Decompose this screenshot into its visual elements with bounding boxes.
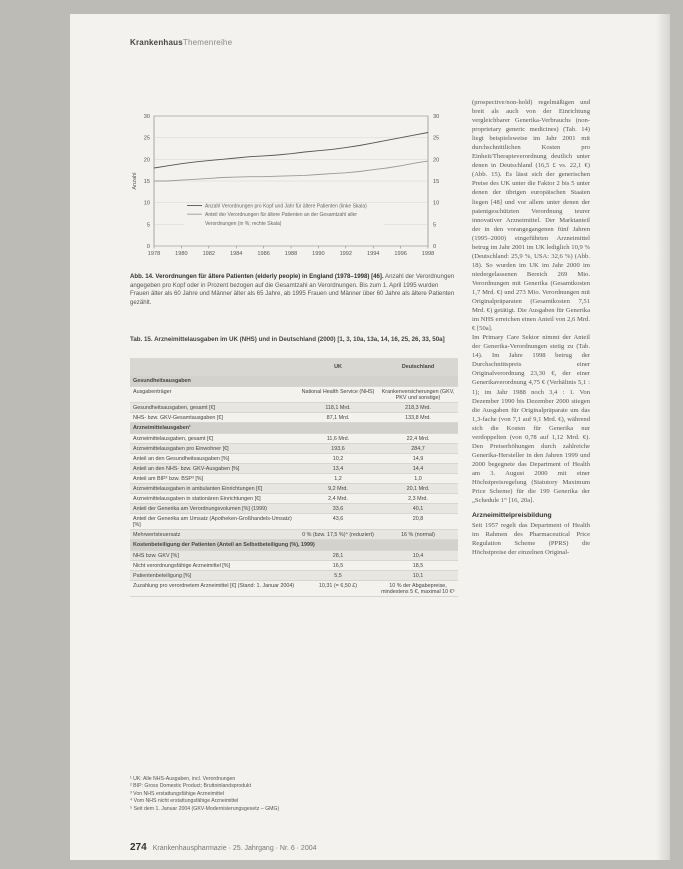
table-cell-de: 40,1	[412, 505, 424, 512]
table-row	[130, 530, 458, 540]
table-row	[130, 504, 458, 514]
journal-line: Krankenhauspharmazie · 25. Jahrgang · Nr. 6 · 2004	[152, 845, 317, 852]
y-tick-label-left: 20	[143, 157, 150, 164]
table-cell-uk: 11,6 Mrd.	[326, 435, 350, 442]
table-cell-de: 16 % (normal)	[401, 531, 435, 538]
table-cell-de: 22,4 Mrd.	[406, 435, 430, 442]
x-tick-label: 1994	[366, 251, 380, 257]
table-row	[130, 551, 458, 561]
table-header-empty	[130, 366, 298, 369]
footnote: ² BIP: Gross Domestic Product; Bruttoinlandsprodukt	[130, 783, 252, 790]
table-cell-uk: 1,2	[334, 475, 342, 482]
table-row	[130, 474, 458, 484]
y-tick-label-left: 5	[146, 222, 150, 229]
table-cell-label: Zuzahlung pro verordnetem Arzneimittel [€] (Stand: 1. Januar 2004)	[133, 582, 295, 589]
page-header	[130, 38, 232, 47]
header-section: Krankenhaus	[130, 38, 183, 47]
table-cell-label: Anteil an den NHS- bzw. GKV-Ausgaben [%]	[133, 465, 240, 472]
section-heading: Arzneimittelpreisbildung	[472, 512, 552, 520]
table-cell-label: Anteil an den Gesundheitsausgaben [%]	[133, 455, 230, 462]
table-header-de: Deutschland	[401, 364, 435, 370]
x-tick-label: 1982	[202, 251, 216, 257]
table-section-label: Gesundheitsausgaben	[133, 378, 191, 384]
x-tick-label: 1986	[257, 251, 270, 257]
footnote: ³ Von NHS erstattungsfähige Arzneimittel	[130, 790, 224, 797]
y-tick-label-right: 0	[433, 244, 437, 250]
table-cell-uk: 43,6	[332, 515, 344, 522]
table-cell-uk: 87,1 Mrd.	[326, 414, 350, 421]
table-caption: Tab. 15. Arzneimittelausgaben im UK (NHS) und in Deutschland (2000) [1, 3, 10a, 13a, 14, 16, 25, 26, 33, 50a]	[130, 336, 445, 343]
y-tick-label-left: 25	[143, 135, 150, 142]
table-header-row	[130, 358, 458, 376]
body-paragraph: Im Primary Care Sektor nimmt der Anteil der Generika-Verordnungen stetig zu (Tab. 14). Im Jahre 1998 betrug der Durchschnittspreis einer Originalverordnung 23,30 €, der einer Generikaverordnung 4,75 € (Verhältnis 5,1 : 1); im Jahr 1988 noch 3,4 : 1. Von Dezember 1990 bis Dezember 2000 stiegen die Ausgaben für Originalpräparate um das 1,3-fache (von 7,1 auf 9,1 Mrd. €), während sich die Kosten für Generika nur verdoppelten (von 0,78 auf 1,12 Mrd. €). Den Preiserhöhungen durch zahlreiche Generika-Hersteller in den Jahren 1999 und 2000 begegnete das Department of Health am 3. August 2000 mit einer Höchstpreisregelung (Statutory Maximum Price Scheme) für die 199 Generika der „Schedule 1“ [16, 20a].	[472, 334, 590, 505]
table-cell-label: Arzneimittelausgaben, gesamt [€]	[133, 435, 214, 442]
table-cell-label: NHS- bzw. GKV-Gesamtausgaben [€]	[133, 414, 223, 421]
legend-label: Anzahl Verordnungen pro Kopf und Jahr für ältere Patienten (linke Skala)	[205, 203, 367, 210]
table-cell-label: Patientenbeteiligung [%]	[133, 572, 192, 579]
table-section-row	[130, 423, 458, 434]
x-tick-label: 1992	[339, 251, 353, 257]
table-header-uk: UK	[334, 364, 342, 370]
table-cell-uk: 2,4 Mrd.	[328, 495, 348, 502]
x-tick-label: 1978	[147, 251, 161, 257]
table-cell-label: Arzneimittelausgaben pro Einwohner [€]	[133, 445, 229, 452]
table-cell-label: Gesundheitsausgaben, gesamt [€]	[133, 404, 216, 411]
body-paragraph: Seit 1957 regelt das Department of Health im Rahmen des Pharmaceutical Price Regulation Scheme (PPRS) die Höchstpreise der einzelnen Original-	[472, 522, 590, 557]
table-cell-uk: 9,2 Mrd.	[328, 485, 348, 492]
table-cell-label: Anteil am BIP² bzw. BSP³ [%]	[133, 475, 204, 482]
table-row	[130, 561, 458, 571]
y-axis-label: Anzahl	[132, 172, 138, 190]
table-row	[130, 454, 458, 464]
table-cell-label: Nicht verordnungsfähige Arzneimittel [%]	[133, 562, 231, 569]
x-tick-label: 1984	[229, 251, 243, 257]
y-tick-label-right: 20	[433, 157, 440, 164]
x-tick-label: 1988	[284, 251, 298, 257]
table-row	[130, 494, 458, 504]
y-tick-label-left: 30	[143, 114, 150, 120]
table-cell-uk: National Health Service (NHS)	[301, 388, 375, 395]
table-cell-de: 1,0	[414, 475, 422, 482]
table-cell-uk: 0 % (bzw. 17,5 %)⁴ (reduziert)	[302, 531, 374, 538]
y-tick-label-right: 5	[433, 222, 437, 229]
table-cell-uk: 193,6	[331, 445, 345, 452]
table-cell-de: 14,9	[412, 455, 424, 462]
y-tick-label-left: 10	[143, 200, 150, 207]
x-tick-label: 1980	[175, 251, 188, 257]
table-row	[130, 581, 458, 597]
y-tick-label-left: 15	[143, 179, 150, 185]
table-cell-label: Arzneimittelausgaben in stationären Einrichtungen [€]	[133, 495, 261, 502]
table-cell-label: Mehrwertsteuersatz	[133, 531, 181, 538]
legend-label: Verordnungen (in %; rechte Skala)	[205, 220, 282, 227]
table-section-row	[130, 540, 458, 551]
table-row	[130, 484, 458, 494]
table-body	[130, 376, 458, 597]
table-cell-label: Anteil der Generika am Umsatz (Apotheken-Großhandels-Umsatz) [%]	[133, 515, 292, 528]
figure-caption-text: Anzahl der Verordnungen angegeben pro Kopf oder in Prozent bezogen auf die Gesamtzahl an Verordnungen. Bis zum 1. April 1995 wurden Frauen älter als 60 Jahre und Männer älter als 65 Jahre, ab 1995 Frauen und Männer über 60 Jahre als ältere Patienten gezählt.	[130, 273, 455, 306]
body-paragraph: (prospective/non-hold) regelmäßigen und breit als auch von der Einrichtung vergleichbarer Generika-Verbrauchs (non-proprietary generic medicines) (Tab. 14) liegt beispielsweise im Jahr 2001 mit durchschnittlichen Kosten pro Einheit/Therapieverordnung deutlich unter denen in Deutschland (16,5 £ vs. 22,1 €) (Abb. 15). Es lässt sich der generischen Preise des UK unter die Faktor 2 bis 5 unter denen der übrigen europäischen Staaten liegen [48] und vor allem unter denen der patentgeschützten Verordnung teurer innovativer Arzneimittel. Der Marktanteil der in den vorangegangenen fünf Jahren (1995–2000) eingeführten Arzneimittel betrug im Jahr 2001 im UK lediglich 10,9 % (Deutschland: 25,9 %, USA: 32,6 %) (Abb. 18). So wurden im UK im Jahr 2000 im niedergelassenen Bereich 269 Mio. Verordnungen mit Generika (Gesamtkosten 1,7 Mrd. €) und 273 Mio. Verordnungen mit Originalpräparaten (Gesamtkosten 7,51 Mrd. €) getätigt. Die Ausgaben für Generika im NHS erreichen einen Anteil von 2,6 Mrd. € [50a].	[472, 99, 590, 333]
table-cell-de: 133,8 Mrd.	[405, 414, 431, 421]
table-cell-label: Anteil der Generika am Verordnungsvolumen [%] (1999)	[133, 505, 267, 512]
table-cell-de: 10 % der Abgabepreise, mindestens 5 €, maximal 10 €⁵	[381, 582, 455, 595]
figure-caption-label: Abb. 14. Verordnungen für ältere Patienten (elderly people) in England (1978–1998) [46].	[130, 273, 384, 280]
table-row	[130, 434, 458, 444]
table-row	[130, 413, 458, 423]
table-row	[130, 387, 458, 403]
page-number: 274	[130, 842, 147, 853]
table-row	[130, 514, 458, 530]
table-row	[130, 403, 458, 413]
page-footer	[130, 842, 317, 853]
y-tick-label-right: 15	[433, 179, 440, 185]
right-text-column	[472, 98, 590, 557]
expenditure-table	[130, 358, 458, 597]
table-cell-de: 218,3 Mrd.	[405, 404, 431, 411]
table-row	[130, 571, 458, 581]
table-cell-label: NHS bzw. GKV [%]	[133, 552, 179, 559]
figure-caption	[130, 273, 458, 307]
footnote: ⁴ Vom NHS nicht erstattungsfähige Arzneimittel	[130, 798, 239, 805]
series-line-2	[154, 161, 428, 181]
header-subsection: Themenreihe	[182, 38, 233, 47]
table-cell-uk: 33,6	[332, 505, 344, 512]
table-row	[130, 464, 458, 474]
legend-label: Anteil der Verordnungen für ältere Patienten an der Gesamtzahl aller	[205, 212, 358, 219]
table-cell-uk: 10,2	[332, 455, 344, 462]
table-cell-de: 14,4	[412, 465, 424, 472]
table-section-label: Kostenbeteiligung der Patienten (Anteil an Selbstbeteiligung (%), 1999)	[133, 542, 315, 548]
table-cell-de: 20,8	[412, 515, 424, 522]
table-cell-uk: 5,5	[334, 572, 342, 579]
line-chart	[126, 108, 456, 268]
table-footnotes	[130, 776, 460, 813]
table-cell-de: 20,1 Mrd.	[406, 485, 430, 492]
table-cell-de: 10,1	[412, 572, 424, 579]
x-tick-label: 1996	[394, 251, 407, 257]
table-section-label: Arzneimittelausgaben¹	[133, 425, 191, 431]
y-tick-label-right: 10	[433, 200, 440, 207]
table-cell-label: Ausgabenträger	[133, 388, 172, 395]
y-tick-label-left: 0	[146, 244, 150, 250]
table-cell-uk: 28,1	[332, 552, 344, 559]
table-cell-de: 18,5	[412, 562, 424, 569]
table-cell-de: 10,4	[412, 552, 424, 559]
table-cell-uk: 16,5	[332, 562, 344, 569]
y-tick-label-right: 30	[433, 114, 440, 120]
footnote: ⁵ Seit dem 1. Januar 2004 (GKV-Modernisierungsgesetz – GMG)	[130, 805, 280, 812]
table-cell-uk: 13,4	[332, 465, 344, 472]
footnote: ¹ UK: Alle NHS-Ausgaben, incl. Verordnungen	[130, 776, 236, 782]
table-cell-uk: 10,31 (= 6,50 £)	[318, 582, 358, 589]
table-row	[130, 444, 458, 454]
chart-svg	[126, 108, 456, 268]
x-tick-label: 1990	[312, 251, 325, 257]
table-cell-uk: 118,1 Mrd.	[325, 404, 351, 411]
table-cell-de: 2,3 Mrd.	[408, 495, 428, 502]
x-tick-label: 1998	[421, 251, 435, 257]
table-section-row	[130, 376, 458, 387]
table-cell-de: 284,7	[411, 445, 425, 452]
table-cell-de: Krankenversicherungen (GKV, PKV und sonstige)	[381, 388, 455, 401]
y-tick-label-right: 25	[433, 135, 440, 142]
table-cell-label: Arzneimittelausgaben in ambulanten Einrichtungen [€]	[133, 485, 263, 492]
